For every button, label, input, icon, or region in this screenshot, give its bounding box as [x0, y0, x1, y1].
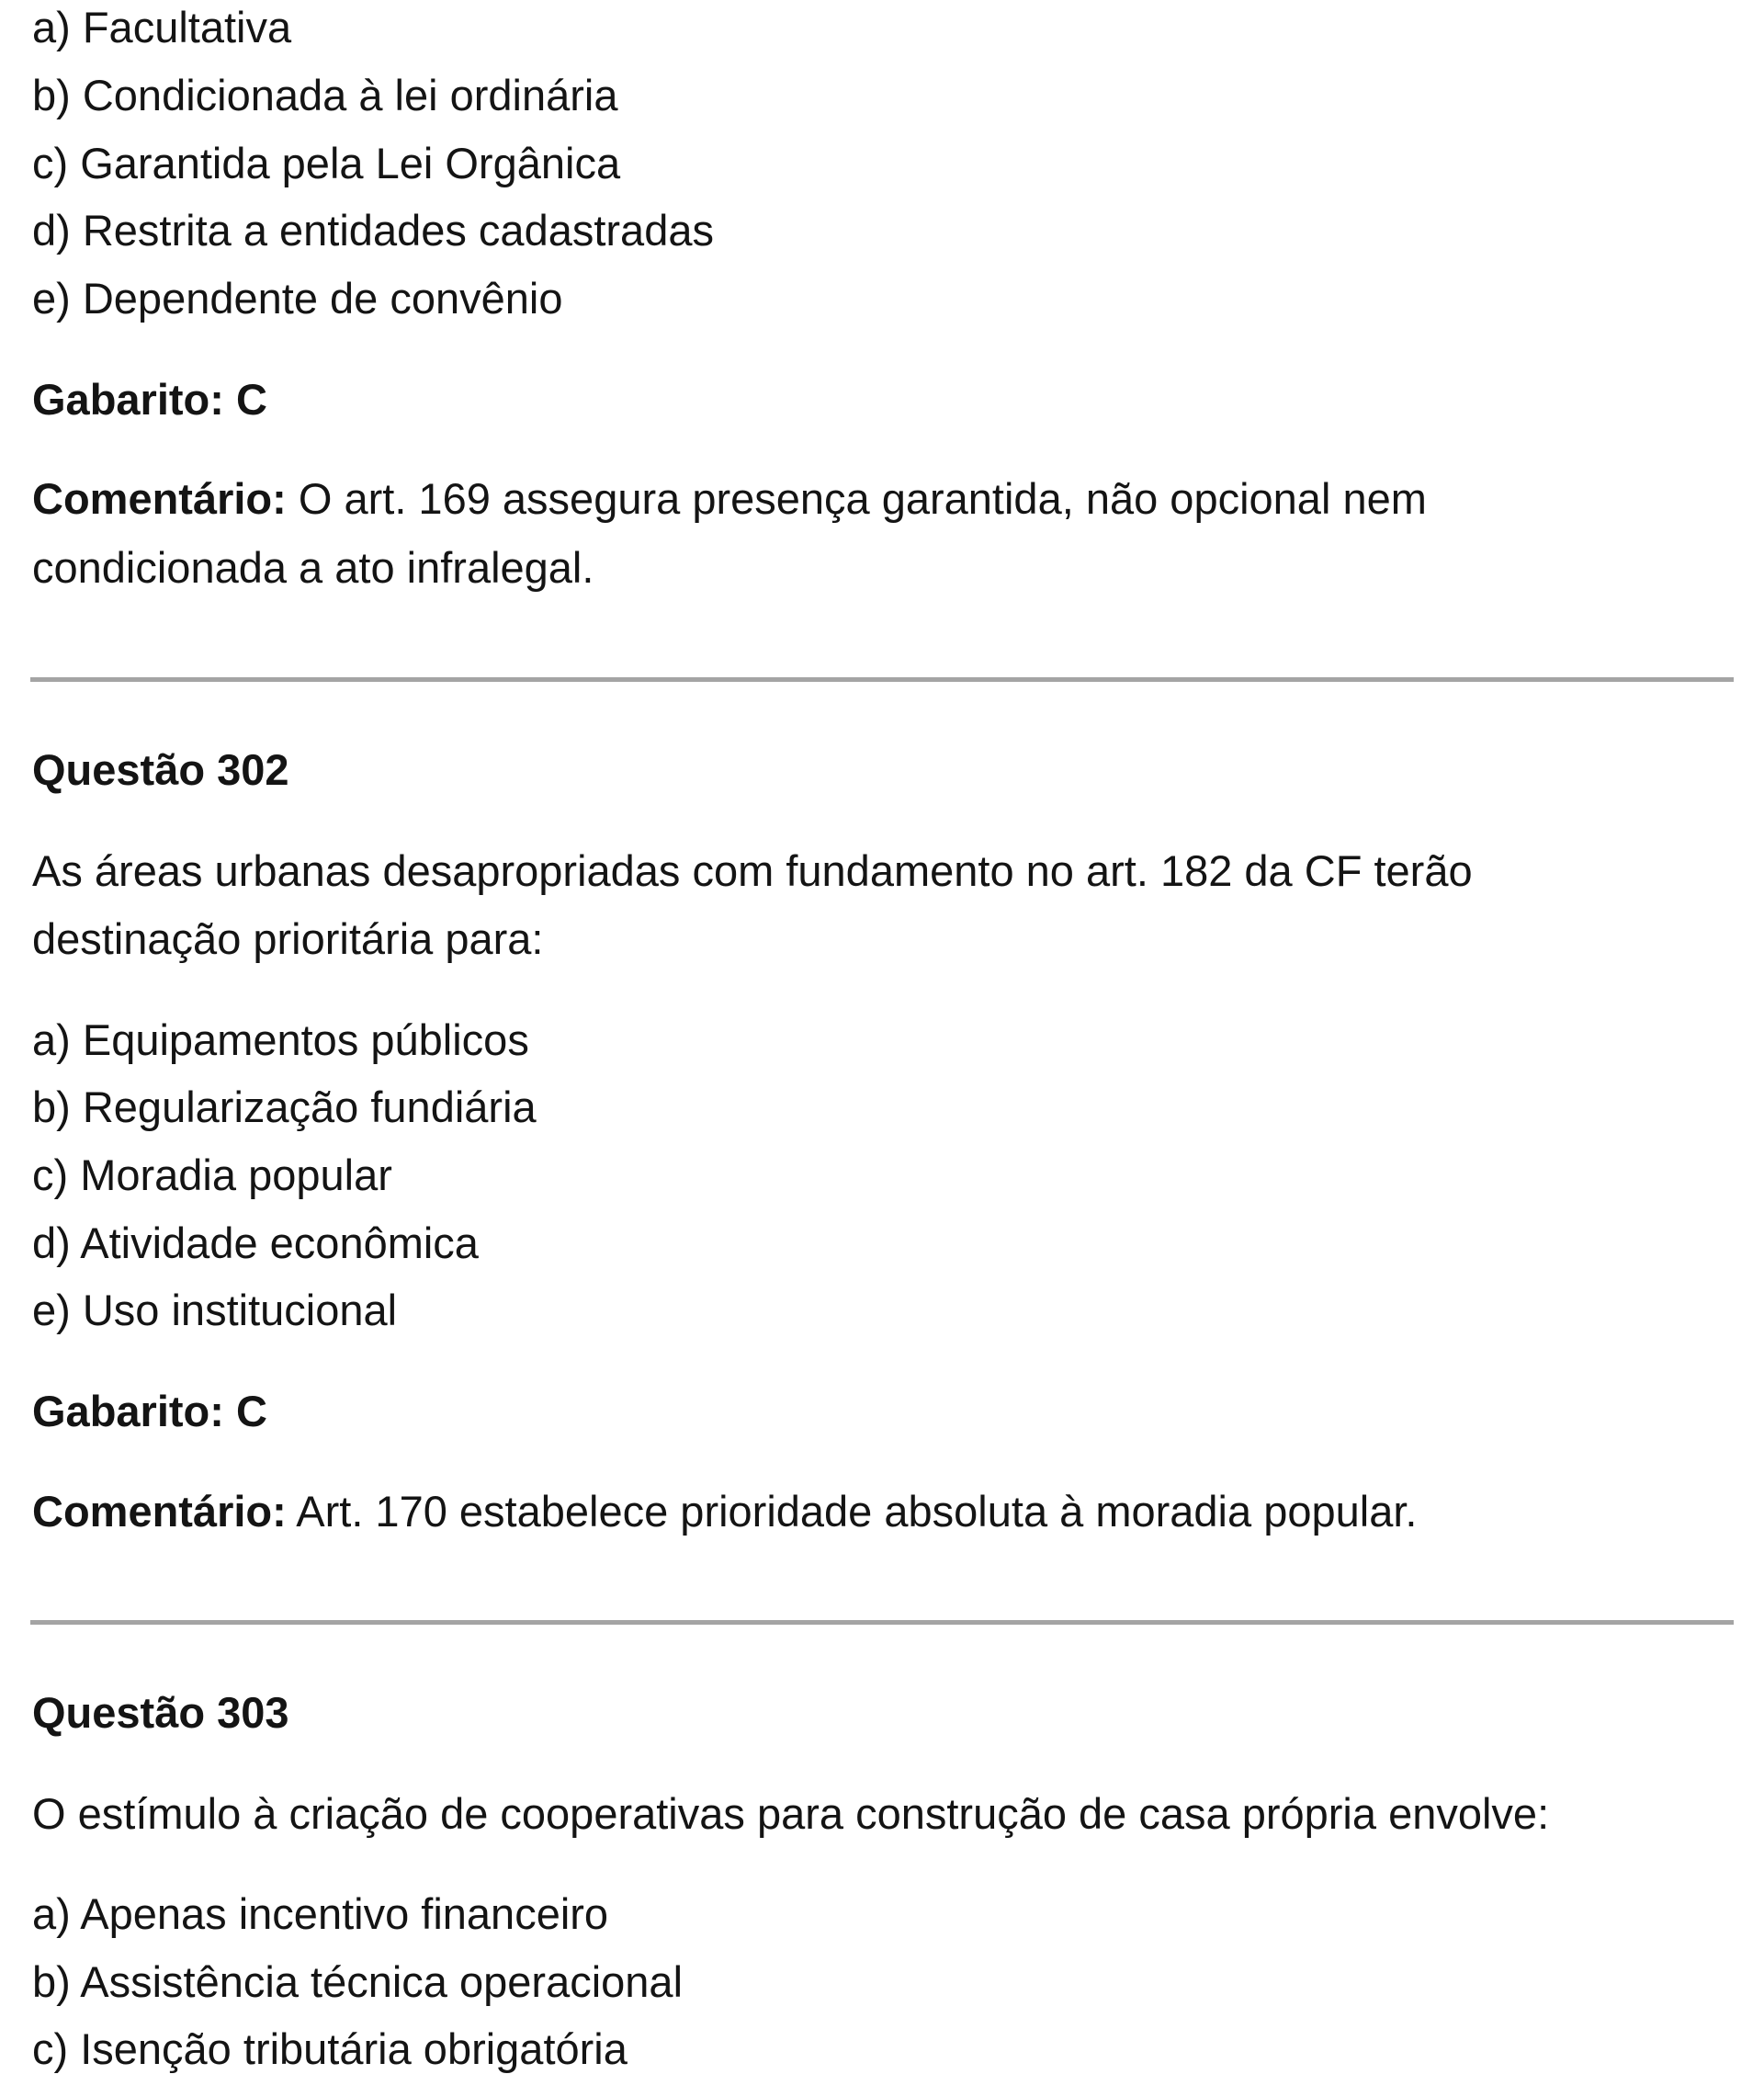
option-a: a) Apenas incentivo financeiro	[32, 1889, 609, 1938]
section-divider	[30, 1620, 1734, 1625]
option-c: c) Garantida pela Lei Orgânica	[32, 139, 621, 187]
comment-continuation: condicionada a ato infralegal.	[32, 543, 594, 592]
option-c: c) Isenção tributária obrigatória	[32, 2024, 628, 2073]
answer-key: Gabarito: C	[32, 375, 267, 424]
question-title: Questão 303	[32, 1688, 289, 1737]
question-stem: O estímulo à criação de cooperativas para construção de casa própria envolve:	[32, 1789, 1550, 1838]
answer-key: Gabarito: C	[32, 1387, 267, 1435]
comment-text: O art. 169 assegura presença garantida, não opcional nem	[286, 474, 1427, 523]
option-b: b) Condicionada à lei ordinária	[32, 71, 618, 119]
option-d: d) Atividade econômica	[32, 1219, 479, 1267]
question-stem-continuation: destinação prioritária para:	[32, 914, 544, 963]
comment-label: Comentário:	[32, 474, 287, 523]
comment	[32, 1487, 1418, 1536]
option-b: b) Regularização fundiária	[32, 1083, 537, 1131]
option-b: b) Assistência técnica operacional	[32, 1957, 684, 2006]
option-e: e) Uso institucional	[32, 1286, 398, 1334]
option-d: d) Restrita a entidades cadastradas	[32, 206, 714, 255]
comment-text: Art. 170 estabelece prioridade absoluta à moradia popular.	[286, 1487, 1418, 1536]
option-c: c) Moradia popular	[32, 1151, 392, 1199]
option-a: a) Facultativa	[32, 3, 292, 51]
comment-label: Comentário:	[32, 1487, 287, 1536]
section-divider	[30, 677, 1734, 682]
comment	[32, 474, 1427, 523]
question-stem: As áreas urbanas desapropriadas com fundamento no art. 182 da CF terão	[32, 846, 1473, 895]
question-title: Questão 302	[32, 745, 289, 794]
option-a: a) Equipamentos públicos	[32, 1015, 529, 1064]
option-e: e) Dependente de convênio	[32, 274, 563, 323]
